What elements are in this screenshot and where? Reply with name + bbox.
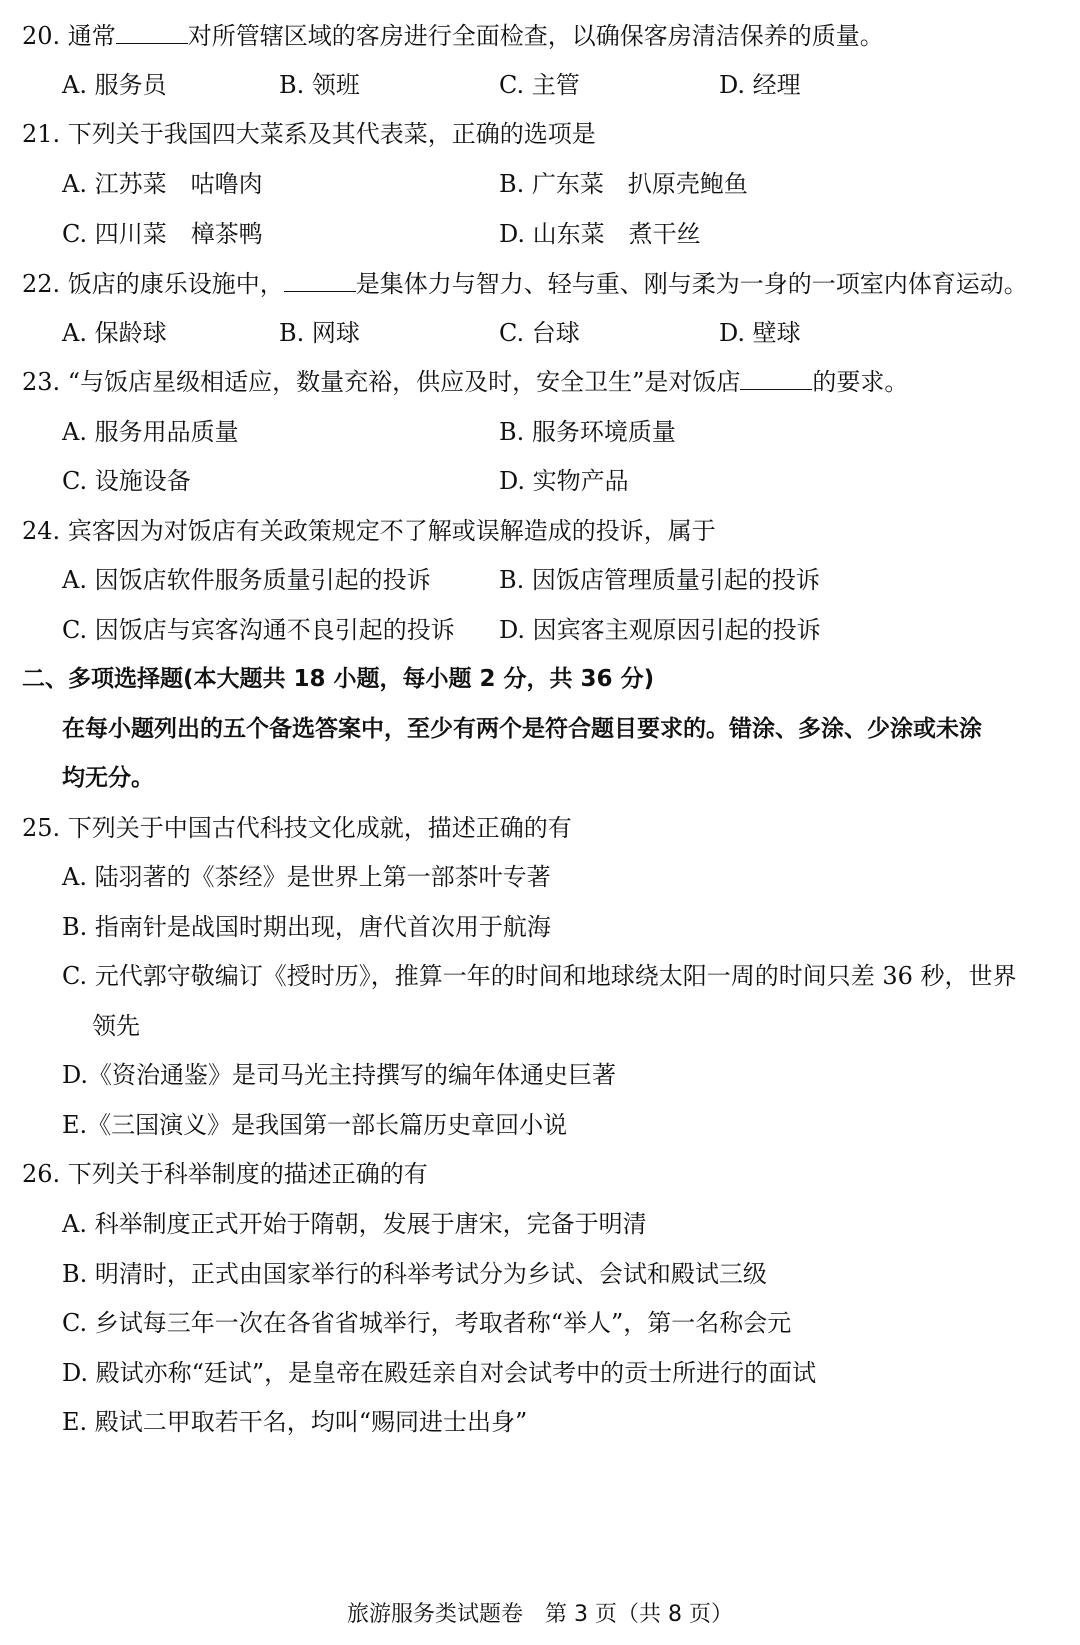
option-c: C. 四川菜 樟茶鸭	[62, 220, 263, 248]
option-d: D. 经理	[719, 71, 801, 99]
option-d: D. 壁球	[719, 319, 801, 347]
question-21-stem: 21. 下列关于我国四大菜系及其代表菜，正确的选项是	[22, 120, 596, 148]
question-26-option-e: E. 殿试二甲取若干名，均叫“赐同进士出身”	[62, 1408, 528, 1436]
page-footer: 旅游服务类试题卷 第 3 页（共 8 页）	[347, 1602, 733, 1627]
answer-blank	[284, 269, 356, 292]
question-20-options	[62, 70, 962, 100]
question-26-stem: 26. 下列关于科举制度的描述正确的有	[22, 1160, 428, 1188]
option-d: D. 因宾客主观原因引起的投诉	[499, 616, 821, 644]
option-a: A. 因饭店软件服务质量引起的投诉	[62, 566, 431, 594]
option-c: C. 因饭店与宾客沟通不良引起的投诉	[62, 616, 455, 644]
question-20-stem	[22, 21, 884, 51]
question-24-stem: 24. 宾客因为对饭店有关政策规定不了解或误解造成的投诉，属于	[22, 517, 716, 545]
section-2-instruction-line2: 均无分。	[62, 765, 154, 791]
question-23-options-row2	[62, 466, 962, 496]
question-20-suffix: 对所管辖区域的客房进行全面检查，以确保客房清洁保养的质量。	[187, 22, 884, 50]
option-c: C. 台球	[499, 319, 580, 347]
option-b: B. 广东菜 扒原壳鲍鱼	[499, 170, 748, 198]
question-21-options-row2	[62, 219, 962, 249]
question-26-option-d: D. 殿试亦称“廷试”，是皇帝在殿廷亲自对会试考中的贡士所进行的面试	[62, 1359, 817, 1387]
option-b: B. 因饭店管理质量引起的投诉	[499, 566, 820, 594]
option-c: C. 主管	[499, 71, 580, 99]
question-22-suffix: 是集体力与智力、轻与重、刚与柔为一身的一项室内体育运动。	[355, 270, 1028, 298]
option-a: A. 服务员	[62, 71, 167, 99]
question-24-options-row2	[62, 615, 962, 645]
question-25-option-c-continued: 领先	[92, 1012, 140, 1040]
answer-blank	[116, 21, 188, 44]
question-23-options-row1	[62, 417, 962, 447]
question-22-stem	[22, 269, 1028, 299]
question-25-option-e: E.《三国演义》是我国第一部长篇历史章回小说	[62, 1111, 568, 1139]
option-a: A. 江苏菜 咕噜肉	[62, 170, 263, 198]
question-20-prefix: 20. 通常	[22, 22, 116, 50]
question-25-option-a: A. 陆羽著的《茶经》是世界上第一部茶叶专著	[62, 863, 551, 891]
option-d: D. 山东菜 煮干丝	[499, 220, 701, 248]
question-23-prefix: 23. “与饭店星级相适应，数量充裕，供应及时，安全卫生”是对饭店	[22, 368, 741, 396]
option-a: A. 服务用品质量	[62, 418, 239, 446]
option-b: B. 网球	[279, 319, 360, 347]
question-26-option-b: B. 明清时，正式由国家举行的科举考试分为乡试、会试和殿试三级	[62, 1260, 767, 1288]
question-23-suffix: 的要求。	[812, 368, 909, 396]
question-25-option-c: C. 元代郭守敬编订《授时历》，推算一年的时间和地球绕太阳一周的时间只差 36 秒，世界	[62, 962, 1017, 990]
question-22-prefix: 22. 饭店的康乐设施中，	[22, 270, 284, 298]
question-26-option-c: C. 乡试每三年一次在各省省城举行，考取者称“举人”，第一名称会元	[62, 1309, 792, 1337]
question-21-options-row1	[62, 169, 962, 199]
option-a: A. 保龄球	[62, 319, 167, 347]
question-25-stem: 25. 下列关于中国古代科技文化成就，描述正确的有	[22, 814, 572, 842]
option-b: B. 服务环境质量	[499, 418, 676, 446]
question-22-options	[62, 318, 962, 348]
answer-blank	[740, 367, 812, 390]
question-23-stem	[22, 367, 908, 397]
question-25-option-b: B. 指南针是战国时期出现，唐代首次用于航海	[62, 913, 551, 941]
section-2-instruction-line1: 在每小题列出的五个备选答案中，至少有两个是符合题目要求的。错涂、多涂、少涂或未涂	[62, 716, 982, 742]
question-26-option-a: A. 科举制度正式开始于隋朝，发展于唐宋，完备于明清	[62, 1210, 647, 1238]
question-24-options-row1	[62, 565, 962, 595]
section-2-title: 二、多项选择题(本大题共 18 小题，每小题 2 分，共 36 分)	[22, 666, 655, 692]
question-25-option-d: D.《资治通鉴》是司马光主持撰写的编年体通史巨著	[62, 1061, 617, 1089]
option-c: C. 设施设备	[62, 467, 191, 495]
option-d: D. 实物产品	[499, 467, 629, 495]
option-b: B. 领班	[279, 71, 360, 99]
